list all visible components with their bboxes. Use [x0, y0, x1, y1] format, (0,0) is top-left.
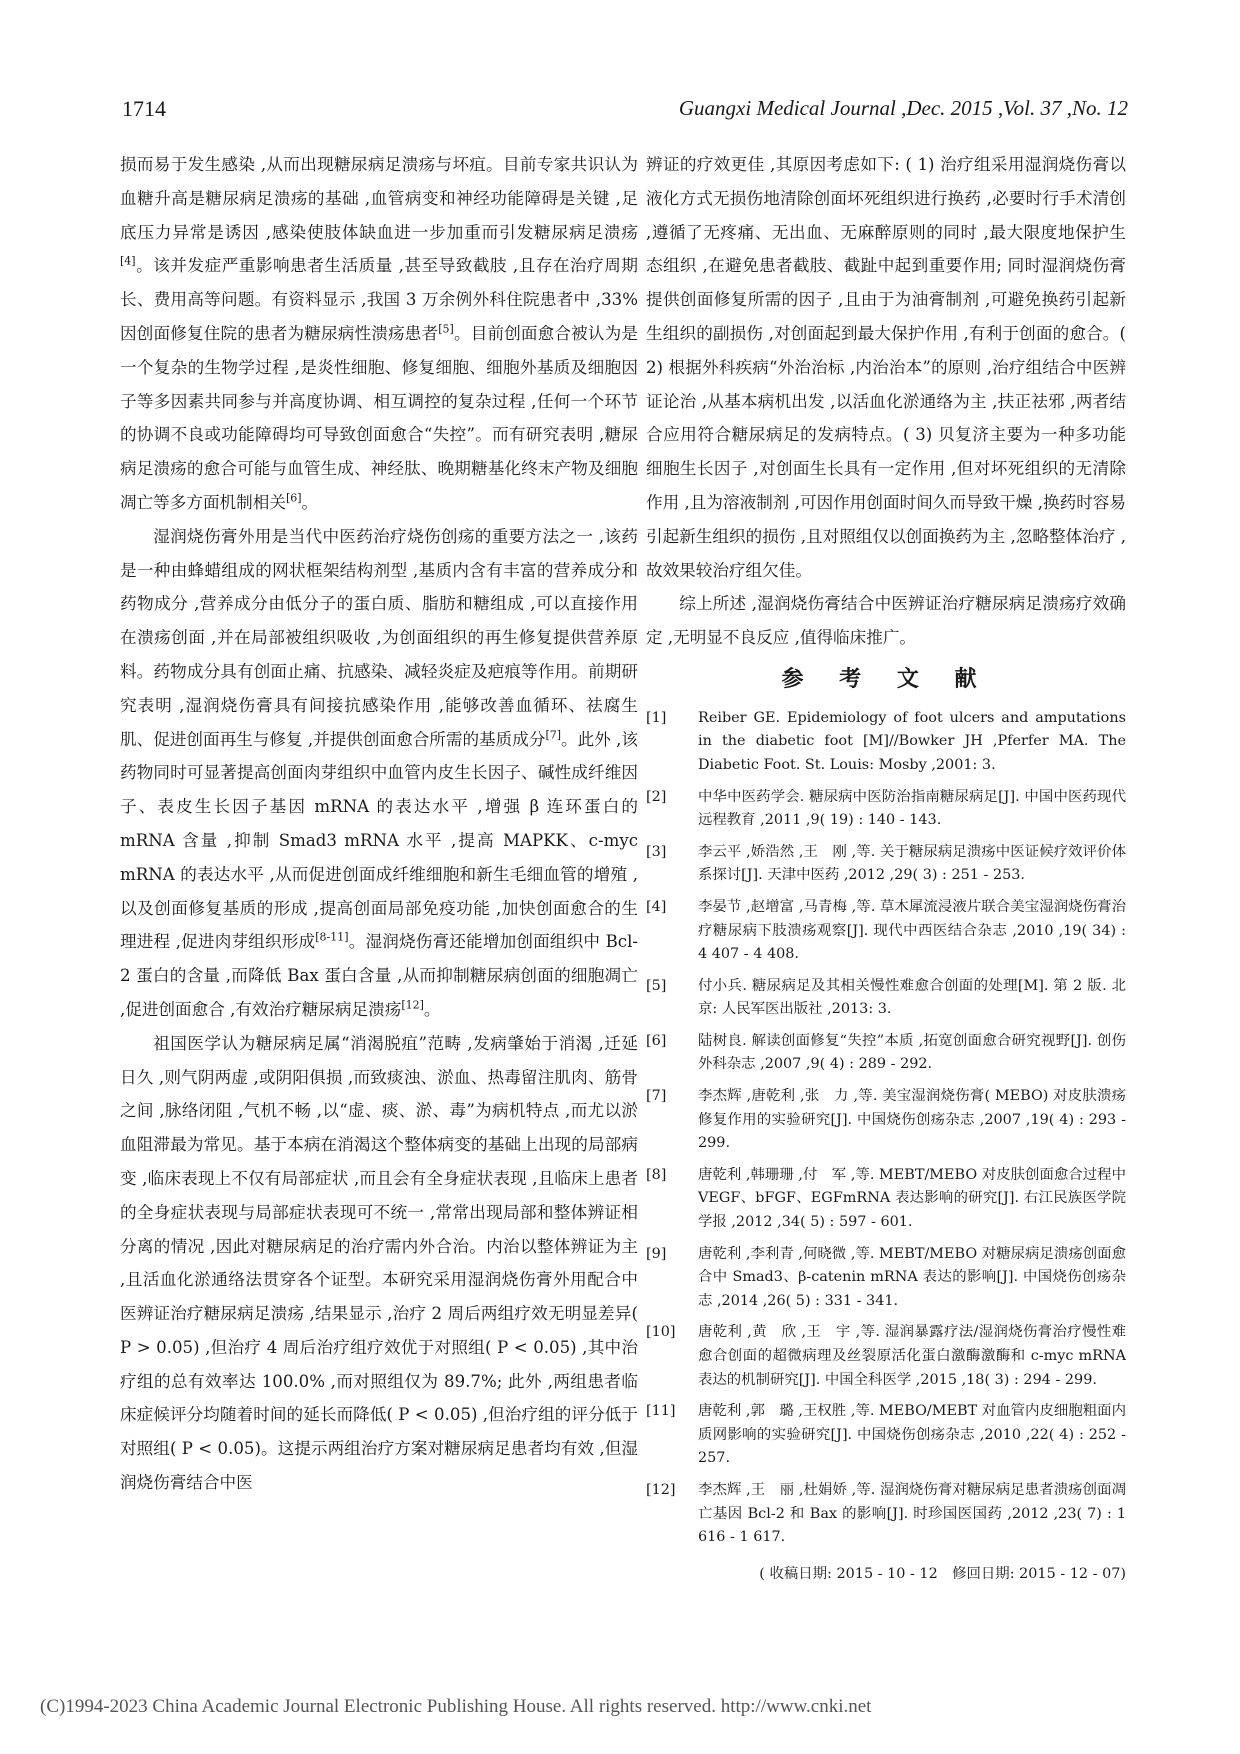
left-column	[120, 148, 638, 1500]
reference-item: [5] 付小兵. 糖尿病足及其相关慢性难愈合创面的处理[M]. 第 2 版. 北京: 人民军医出版社 ,2013: 3.	[646, 977, 1126, 1018]
conclusion-paragraph: 综上所述 ,湿润烧伤膏结合中医辨证治疗糖尿病足溃疡疗效确定 ,无明显不良反应 ,值得临床推广。	[646, 594, 1126, 648]
reference-item: [8] 唐乾利 ,韩珊珊 ,付 军 ,等. MEBT/MEBO 对皮肤创面愈合过程中 VEGF、bFGF、EGFmRNA 表达影响的研究[J]. 右江民族医学院学报 ,2012 ,34( 5) : 597 - 601.	[646, 1166, 1126, 1231]
received-dates: ( 收稿日期: 2015 - 10 - 12 修回日期: 2015 - 12 - 07)	[759, 1565, 1126, 1582]
citation: [5]	[438, 322, 454, 336]
journal-header: Guangxi Medical Journal ,Dec. 2015 ,Vol. 37 ,No. 12	[678, 96, 1128, 120]
reference-item: [6] 陆树良. 解读创面修复“失控”本质 ,拓宽创面愈合研究视野[J]. 创伤外科杂志 ,2007 ,9( 4) : 289 - 292.	[646, 1032, 1126, 1073]
copyright-footer: (C)1994-2023 China Academic Journal Electronic Publishing House. All rights reserved. http://www.cnki.net	[40, 1696, 872, 1717]
citation: [12]	[401, 998, 424, 1012]
reference-item: [9] 唐乾利 ,李利青 ,何晓微 ,等. MEBT/MEBO 对糖尿病足溃疡创面愈合中 Smad3、β-catenin mRNA 表达的影响[J]. 中国烧伤创疡杂志 ,2014 ,26( 5) : 331 - 341.	[646, 1245, 1126, 1309]
reference-item: [12] 李杰辉 ,王 丽 ,杜娟娇 ,等. 湿润烧伤膏对糖尿病足患者溃疡创面凋亡基因 Bcl-2 和 Bax 的影响[J]. 时珍国医国药 ,2012 ,23( 7) : 1 616 - 1 617.	[646, 1481, 1126, 1546]
reference-item: [10] 唐乾利 ,黄 欣 ,王 宇 ,等. 湿润暴露疗法/湿润烧伤膏治疗慢性难愈合创面的超微病理及丝裂原活化蛋白激酶激酶和 c-myc mRNA 表达的机制研究[J]. 中国全科医学 ,2015 ,18( 3) : 294 - 299.	[646, 1324, 1126, 1388]
paragraph: 损而易于发生感染 ,从而出现糖尿病足溃疡与坏疽。目前专家共识认为血糖升高是糖尿病足溃疡的基础 ,血管病变和神经功能障碍是关键 ,足底压力异常是诱因 ,感染使肢体缺血进一步加重而引发糖尿病足溃疡[4]。该并发症严重影响患者生活质量 ,甚至导致截肢 ,且存在治疗周期长、费用高等问题。有资料显示 ,我国 3 万余例外科住院患者中 ,33% 因创面修复住院的患者为糖尿病性溃疡患者[5]。目前创面愈合被认为是一个复杂的生物学过程 ,是炎性细胞、修复细胞、细胞外基质及细胞因子等多因素共同参与并高度协调、相互调控的复杂过程 ,任何一个环节的协调不良或功能障碍均可导致创面愈合“失控”。而有研究表明 ,糖尿病足溃疡的愈合可能与血管生成、神经肽、晚期糖基化终末产物及细胞凋亡等多方面机制相关[6]。	[120, 155, 639, 512]
page-number: 1714	[122, 96, 166, 121]
citation: [6]	[285, 491, 302, 505]
reference-item: [11] 唐乾利 ,郭 璐 ,王权胜 ,等. MEBO/MEBT 对血管内皮细胞粗面内质网影响的实验研究[J]. 中国烧伤创疡杂志 ,2010 ,22( 4) : 252 - 257.	[646, 1403, 1126, 1467]
reference-item: [7] 李杰辉 ,唐乾利 ,张 力 ,等. 美宝湿润烧伤膏( MEBO) 对皮肤溃疡修复作用的实验研究[J]. 中国烧伤创疡杂志 ,2007 ,19( 4) : 293 - 299.	[646, 1088, 1126, 1152]
references-list	[646, 707, 1126, 1550]
citation: [4]	[120, 254, 136, 268]
reference-item: [1] Reiber GE. Epidemiology of foot ulcers and amputations in the diabetic foot [M]//Bowker JH ,Pferfer MA. The Diabetic Foot. St. Louis: Mosby ,2001: 3.	[646, 709, 1126, 773]
reference-item: [2] 中华中医药学会. 糖尿病中医防治指南糖尿病足[J]. 中国中医药现代远程教育 ,2011 ,9( 19) : 140 - 143.	[646, 788, 1126, 829]
right-column	[646, 148, 1126, 1592]
paragraph: 辨证的疗效更佳 ,其原因考虑如下: ( 1) 治疗组采用湿润烧伤膏以液化方式无损伤地清除创面坏死组织进行换药 ,必要时行手术清创 ,遵循了无疼痛、无出血、无麻醉原则的同时 ,最大限度地保护生态组织 ,在避免患者截肢、截趾中起到重要作用; 同时湿润烧伤膏提供创面修复所需的因子 ,且由于为油膏制剂 ,可避免换药引起新生组织的副损伤 ,对创面起到最大保护作用 ,有利于创面的愈合。( 2) 根据外科疾病“外治治标 ,内治治本”的原则 ,治疗组结合中医辨证论治 ,从基本病机出发 ,以活血化淤通络为主 ,扶正祛邪 ,两者结合应用符合糖尿病足的发病特点。( 3) 贝复济主要为一种多功能细胞生长因子 ,对创面生长具有一定作用 ,但对坏死组织的无清除作用 ,且为溶液制剂 ,可因作用创面时间久而导致干燥 ,换药时容易引起新生组织的损伤 ,且对照组仅以创面换药为主 ,忽略整体治疗 ,故效果较治疗组欠佳。	[646, 155, 1126, 580]
reference-item: [3] 李云平 ,娇浩然 ,王 刚 ,等. 关于糖尿病足溃疡中医证候疗效评价体系探讨[J]. 天津中医药 ,2012 ,29( 3) : 251 - 253.	[646, 843, 1126, 884]
references-heading: 参 考 文 献	[781, 665, 991, 692]
paragraph: 祖国医学认为糖尿病足属“消渴脱疽”范畴 ,发病肇始于消渴 ,迁延日久 ,则气阴两虚 ,或阴阳俱损 ,而致痰浊、淤血、热毒留注肌肉、筋骨之间 ,脉络闭阻 ,气机不畅 ,以“虚、痰、淤、毒”为病机特点 ,而尤以淤血阻滞最为常见。基于本病在消渴这个整体病变的基础上出现的局部病变 ,临床表现上不仅有局部症状 ,而且会有全身症状表现 ,且临床上患者的全身症状表现与局部症状表现可不统一 ,常常出现局部和整体辨证相分离的情况 ,因此对糖尿病足的治疗需内外合治。内治以整体辨证为主 ,且活血化淤通络法贯穿各个证型。本研究采用湿润烧伤膏外用配合中医辨证治疗糖尿病足溃疡 ,结果显示 ,治疗 2 周后两组疗效无明显差异( P > 0.05) ,但治疗 4 周后治疗组疗效优于对照组( P < 0.05) ,其中治疗组的总有效率达 100.0% ,而对照组仅为 89.7%; 此外 ,两组患者临床症候评分均随着时间的延长而降低( P < 0.05) ,但治疗组的评分低于对照组( P < 0.05)。这提示两组治疗方案对糖尿病足患者均有效 ,但湿润烧伤膏结合中医	[120, 1033, 638, 1493]
citation: [7]	[545, 728, 562, 742]
reference-item: [4] 李晏节 ,赵增富 ,马青梅 ,等. 草木犀流浸液片联合美宝湿润烧伤膏治疗糖尿病下肢溃疡观察[J]. 现代中西医结合杂志 ,2010 ,19( 34) : 4 407 - 4 408.	[646, 898, 1126, 963]
paragraph: 湿润烧伤膏外用是当代中医药治疗烧伤创疡的重要方法之一 ,该药是一种由蜂蜡组成的网状框架结构剂型 ,基质内含有丰富的营养成分和药物成分 ,营养成分由低分子的蛋白质、脂肪和糖组成 ,可以直接作用在溃疡创面 ,并在局部被组织吸收 ,为创面组织的再生修复提供营养原料。药物成分具有创面止痛、抗感染、减轻炎症及疤痕等作用。前期研究表明 ,湿润烧伤膏具有间接抗感染作用 ,能够改善血循环、祛腐生肌、促进创面再生与修复 ,并提供创面愈合所需的基质成分[7]。此外 ,该药物同时可显著提高创面肉芽组织中血管内皮生长因子、碱性成纤维因子、表皮生长因子基因 mRNA 的表达水平 ,增强 β 连环蛋白的 mRNA 含量 ,抑制 Smad3 mRNA 水平 ,提高 MAPKK、c-myc mRNA 的表达水平 ,从而促进创面成纤维细胞和新生毛细血管的增殖 ,以及创面修复基质的形成 ,提高创面局部免疫功能 ,加快创面愈合的生理进程 ,促进肉芽组织形成[8-11]。湿润烧伤膏还能增加创面组织中 Bcl-2 蛋白的含量 ,而降低 Bax 蛋白含量 ,从而抑制糖尿病创面的细胞凋亡 ,促进创面愈合 ,有效治疗糖尿病足溃疡[12]。	[120, 526, 638, 1019]
citation: [8-11]	[315, 930, 349, 944]
